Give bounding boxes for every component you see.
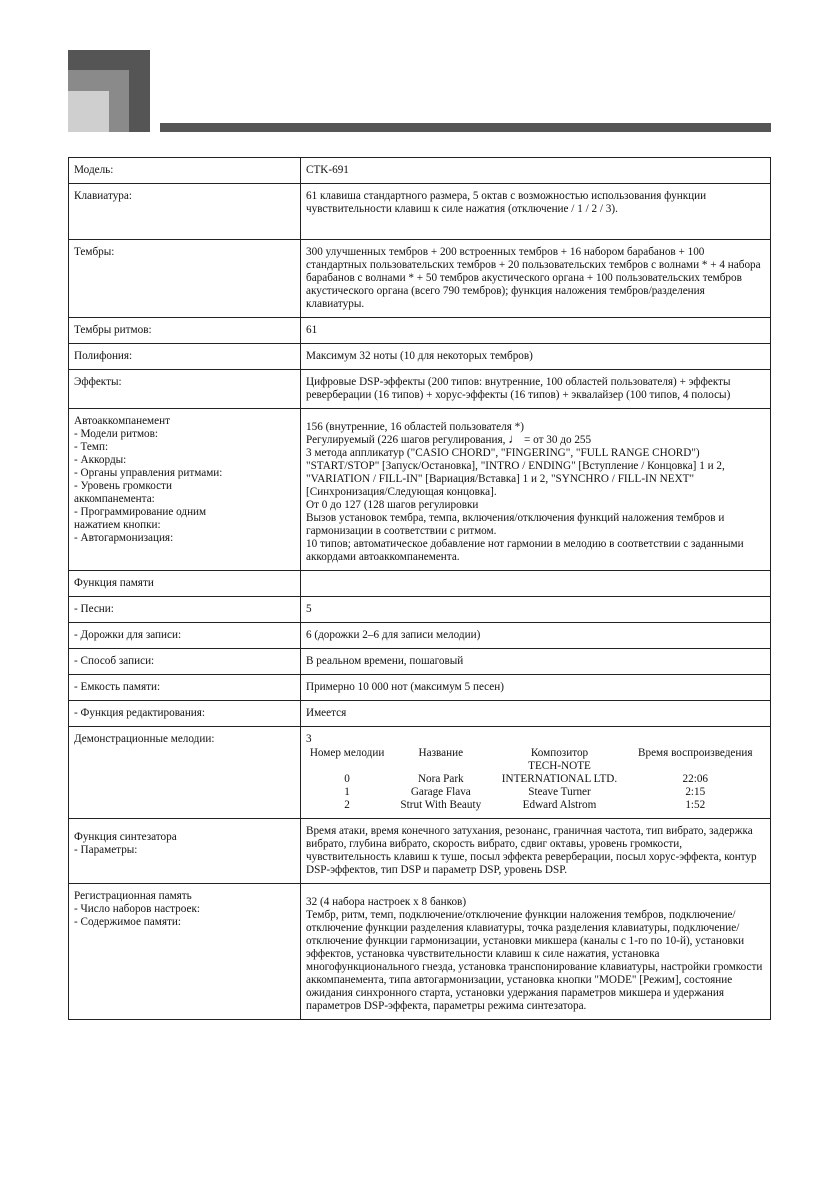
- demo-header-composer: Композитор TECH-NOTE: [493, 747, 625, 773]
- table-row: [69, 240, 771, 318]
- spec-label: - Программирование одним: [74, 506, 207, 518]
- header-decoration-square-light: [68, 91, 109, 132]
- demo-songs-table: [306, 747, 765, 812]
- one-touch-value: Вызов установок тембра, темпа, включения/отключения функций наложения тембров и гармонизации в соответствии с ритмом.: [306, 512, 725, 537]
- demo-count: 3: [306, 733, 312, 745]
- spec-label: - Емкость памяти:: [69, 675, 301, 701]
- table-row: [69, 675, 771, 701]
- table-row: [69, 727, 771, 819]
- demo-composer: Edward Alstrom: [522, 799, 597, 811]
- demo-songs-cell: [301, 727, 771, 819]
- spec-label: - Параметры:: [74, 844, 138, 856]
- demo-time: 2:15: [685, 786, 706, 798]
- spec-value: 6 (дорожки 2–6 для записи мелодии): [301, 623, 771, 649]
- demo-number: 1: [344, 786, 350, 798]
- demo-title: Garage Flava: [410, 786, 471, 798]
- spec-value: 300 улучшенных тембров + 200 встроенных тембров + 16 набором барабанов + 100 стандартных пользовательских тембров + 20 пользовательских тембров с волнами * + 4 набора барабанов с волнами * + 50 тембров акустического органа + 100 пользовательских тембров акустического органа (всего 790 тембров); функция наложения тембров/разделения клавиатуры.: [301, 240, 771, 318]
- spec-value: Максимум 32 ноты (10 для некоторых тембров): [301, 344, 771, 370]
- spec-label: - Аккорды:: [74, 454, 127, 466]
- demo-composer: Steave Turner: [528, 786, 591, 798]
- spec-label: - Функция редактирования:: [69, 701, 301, 727]
- spec-value-group: [301, 409, 771, 571]
- spec-label: Демонстрационные мелодии:: [69, 727, 301, 819]
- spec-value: Цифровые DSP-эффекты (200 типов: внутренние, 100 областей пользователя) + эффекты реверберации (16 типов) + хорус-эффекты (16 типов) + эквалайзер (100 типов, 4 полосы): [301, 370, 771, 409]
- rhythm-patterns-value: 156 (внутренние, 16 областей пользователя *): [306, 421, 524, 433]
- spec-value: Время атаки, время конечного затухания, резонанс, граничная частота, тип вибрато, задержка вибрато, глубина вибрато, скорость вибрато, сдвиг октавы, уровень громкости, чувствительность клавиш к туше, посыл эффекта реверберации, посыл хорус-эффекта, контур DSP-эффектов, тип DSP и параметр DSP, уровень DSP.: [301, 819, 771, 884]
- table-row: [69, 318, 771, 344]
- spec-label: Полифония:: [69, 344, 301, 370]
- spec-value: [301, 571, 771, 597]
- spec-label: - Органы управления ритмами:: [74, 467, 223, 479]
- spec-label: Тембры:: [69, 240, 301, 318]
- table-row: [69, 158, 771, 184]
- demo-row: [306, 786, 765, 799]
- spec-label: аккомпанемента:: [74, 493, 155, 505]
- demo-time: 22:06: [682, 773, 709, 785]
- spec-value: 5: [301, 597, 771, 623]
- spec-label-group: [69, 819, 301, 884]
- spec-label: - Автогармонизация:: [74, 532, 174, 544]
- table-row: [69, 344, 771, 370]
- table-row: [69, 409, 771, 571]
- spec-value: Имеется: [301, 701, 771, 727]
- table-row: [69, 623, 771, 649]
- tempo-value: [306, 431, 765, 447]
- spec-value: Примерно 10 000 нот (максимум 5 песен): [301, 675, 771, 701]
- registration-contents-value: Тембр, ритм, темп, подключение/отключение функции наложения тембров, подключение/отключение функции разделения клавиатуры, точка разделения клавиатуры, подключение/отключение функции гармонизации, установки микшера (каналы с 1-го по 10-й), установки эффектов, установка чувствительности клавиш к силе нажатия, установка многофункционального гнезда, установка транспонирование клавиатуры, настройки громкости аккомпанемента, типа автогармонизации, установка кнопки "MODE" [Режим], состояние ожидания синхронного старта, установки удержания параметров микшера и удержания параметров DSP-эффекта, параметры режима синтезатора.: [306, 909, 763, 1012]
- spec-label: - Дорожки для записи:: [69, 623, 301, 649]
- demo-header-title: Название: [418, 747, 464, 759]
- spec-label: нажатием кнопки:: [74, 519, 161, 531]
- registration-sets-value: 32 (4 набора настроек x 8 банков): [306, 896, 467, 908]
- table-row: [69, 701, 771, 727]
- quarter-note-icon: ♩: [508, 431, 522, 446]
- header-bar: [160, 123, 771, 132]
- spec-value: CTK-691: [301, 158, 771, 184]
- table-row: [69, 370, 771, 409]
- spec-label: - Песни:: [69, 597, 301, 623]
- demo-header-number: Номер мелодии: [309, 747, 385, 759]
- table-row: [69, 184, 771, 240]
- spec-label: Регистрационная память: [74, 890, 192, 902]
- spec-label: Функция синтезатора: [74, 831, 177, 843]
- spec-label: Функция памяти: [69, 571, 301, 597]
- spec-value: 61: [301, 318, 771, 344]
- spec-label: - Модели ритмов:: [74, 428, 159, 440]
- demo-header-time: Время воспроизведения: [638, 747, 753, 759]
- spec-label: Эффекты:: [69, 370, 301, 409]
- spec-label: - Число наборов настроек:: [74, 903, 201, 915]
- demo-row: [306, 799, 765, 812]
- spec-label: Тембры ритмов:: [69, 318, 301, 344]
- spec-value: 61 клавиша стандартного размера, 5 октав с возможностью использования функции чувствительности клавиш к силе нажатия (отключение / 1 / 2 / 3).: [301, 184, 771, 240]
- spec-label: Автоаккомпанемент: [74, 415, 170, 427]
- table-row: [69, 597, 771, 623]
- auto-harmonize-value: 10 типов; автоматическое добавление нот гармонии в мелодию в соответствии с заданными аккордами автоаккомпанемента.: [306, 538, 744, 563]
- demo-row: [306, 773, 765, 786]
- chords-value: 3 метода аппликатур ("CASIO CHORD", "FINGERING", "FULL RANGE CHORD"): [306, 447, 700, 459]
- demo-composer: INTERNATIONAL LTD.: [501, 773, 618, 785]
- spec-label: - Содержимое памяти:: [74, 916, 181, 928]
- spec-label: Модель:: [69, 158, 301, 184]
- spec-label-group: [69, 884, 301, 1020]
- table-row: [69, 649, 771, 675]
- spec-value: В реальном времени, пошаговый: [301, 649, 771, 675]
- rhythm-controls-value: "START/STOP" [Запуск/Остановка], "INTRO / ENDING" [Вступление / Концовка] 1 и 2, "VARIATION / FILL-IN" [Вариация/Вставка] 1 и 2, "SYNCHRO / FILL-IN NEXT" [Синхронизация/Следующая концовка].: [306, 460, 725, 498]
- table-row: [69, 884, 771, 1020]
- demo-title: Nora Park: [417, 773, 464, 785]
- accomp-volume-value: От 0 до 127 (128 шагов регулировки: [306, 499, 479, 511]
- spec-label-group: [69, 409, 301, 571]
- tempo-prefix: Регулируемый (226 шагов регулирования,: [306, 434, 506, 446]
- demo-time: 1:52: [685, 799, 706, 811]
- tempo-suffix: = от 30 до 255: [524, 434, 592, 446]
- spec-label: - Способ записи:: [69, 649, 301, 675]
- demo-number: 2: [344, 799, 350, 811]
- demo-number: 0: [344, 773, 350, 785]
- table-row: [69, 819, 771, 884]
- spec-label: Клавиатура:: [69, 184, 301, 240]
- table-row: [69, 571, 771, 597]
- spec-label: - Уровень громкости: [74, 480, 172, 492]
- spec-value-group: [301, 884, 771, 1020]
- spec-label: - Темп:: [74, 441, 109, 453]
- composer-line: TECH-NOTE: [528, 760, 591, 772]
- specifications-table: [68, 157, 771, 1020]
- demo-header-row: [306, 747, 765, 773]
- demo-title: Strut With Beauty: [400, 799, 482, 811]
